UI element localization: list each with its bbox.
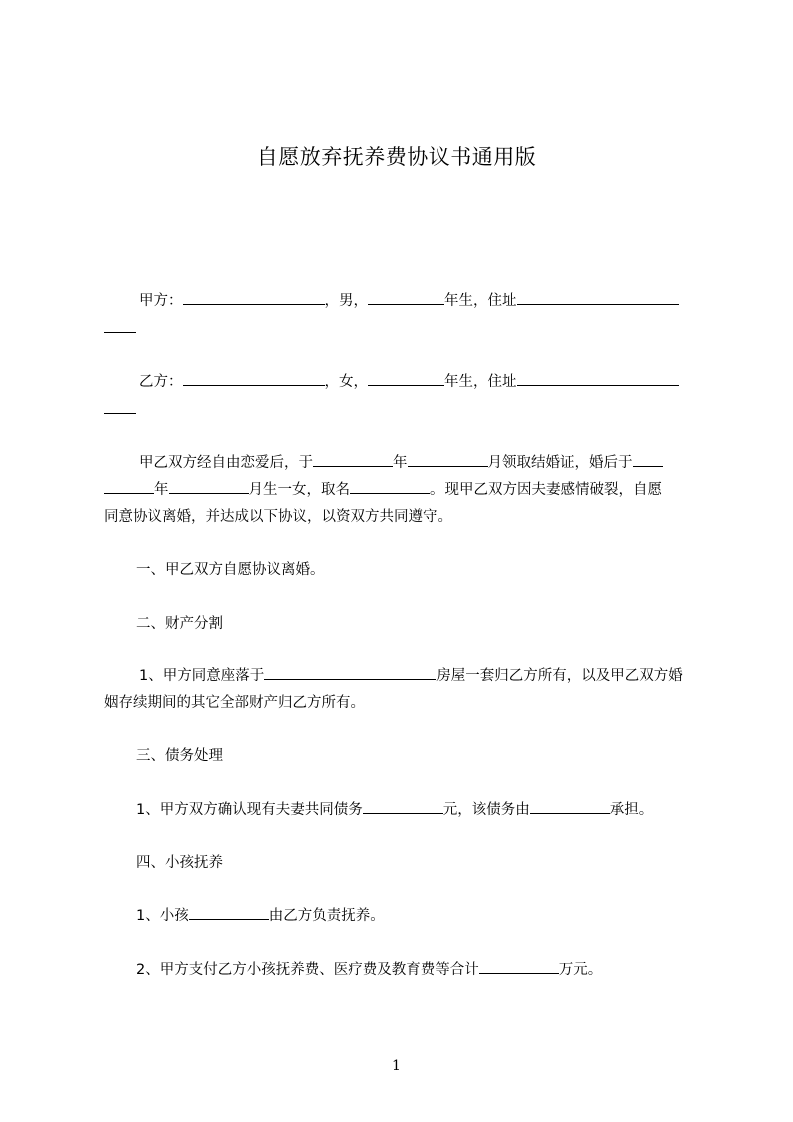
debt-bearer-blank[interactable] bbox=[530, 798, 610, 814]
debt-line bbox=[104, 797, 704, 823]
child-name-blank[interactable] bbox=[350, 478, 430, 494]
support-text-1: 2、甲方支付乙方小孩抚养费、医疗费及教育费等合计 bbox=[136, 962, 479, 978]
section-4-heading: 四、小孩抚养 bbox=[136, 855, 223, 871]
debt-text-2: 元，该债务由 bbox=[442, 802, 530, 818]
party-b-birth: 年生，住址 bbox=[444, 374, 517, 390]
marriage-text-5: 月生一女，取名 bbox=[248, 482, 350, 498]
marriage-text-1: 甲乙双方经自由恋爱后，于 bbox=[139, 455, 313, 471]
section-2-heading: 二、财产分割 bbox=[136, 616, 223, 632]
child-text-1: 1、小孩 bbox=[136, 908, 189, 924]
section-1-heading: 一、甲乙双方自愿协议离婚。 bbox=[136, 562, 325, 578]
party-a-birth: 年生，住址 bbox=[444, 293, 517, 309]
support-amount-blank[interactable] bbox=[479, 958, 559, 974]
support-text-2: 万元。 bbox=[558, 962, 603, 978]
property-text-3: 姻存续期间的其它全部财产归乙方所有。 bbox=[104, 695, 365, 711]
section-3-heading: 三、债务处理 bbox=[136, 748, 223, 764]
support-line bbox=[104, 957, 704, 983]
birth-month-blank[interactable] bbox=[169, 478, 249, 494]
debt-text-3: 承担。 bbox=[609, 802, 654, 818]
debt-text-1: 1、甲方双方确认现有夫妻共同债务 bbox=[136, 802, 363, 818]
marriage-text-3: 月领取结婚证，婚后于 bbox=[487, 455, 633, 471]
party-a-prefix: 甲方： bbox=[139, 293, 183, 309]
marriage-line-2 bbox=[104, 477, 704, 503]
party-b-birth-year-blank[interactable] bbox=[368, 370, 444, 386]
marriage-text-4: 年 bbox=[154, 482, 169, 498]
property-location-blank[interactable] bbox=[264, 664, 436, 680]
party-b-name-blank[interactable] bbox=[183, 370, 325, 386]
birth-year-blank-start[interactable] bbox=[633, 451, 663, 467]
child-line bbox=[104, 903, 704, 929]
property-line-1 bbox=[104, 663, 704, 689]
party-a-line-2 bbox=[104, 316, 704, 342]
marriage-line-3 bbox=[104, 504, 704, 530]
party-a-birth-year-blank[interactable] bbox=[368, 289, 444, 305]
marriage-text-7: 同意协议离婚，并达成以下协议，以资双方共同遵守。 bbox=[104, 509, 452, 525]
property-text-2: 房屋一套归乙方所有，以及甲乙双方婚 bbox=[436, 668, 683, 684]
property-line-2 bbox=[104, 690, 704, 716]
party-b-line bbox=[104, 369, 704, 395]
marriage-text-2: 年 bbox=[393, 455, 408, 471]
debt-amount-blank[interactable] bbox=[363, 798, 443, 814]
page-number: 1 bbox=[392, 1058, 401, 1074]
marriage-year-blank[interactable] bbox=[313, 451, 393, 467]
party-a-name-blank[interactable] bbox=[183, 289, 325, 305]
party-a-line bbox=[104, 288, 704, 314]
party-b-address-blank[interactable] bbox=[517, 370, 679, 386]
party-b-prefix: 乙方： bbox=[139, 374, 183, 390]
birth-year-blank-cont[interactable] bbox=[104, 478, 154, 494]
party-a-address-blank[interactable] bbox=[517, 289, 679, 305]
party-b-gender: ，女， bbox=[324, 374, 368, 390]
marriage-line-1 bbox=[104, 450, 704, 476]
party-a-gender: ，男， bbox=[324, 293, 368, 309]
party-a-address-blank-cont[interactable] bbox=[104, 317, 136, 333]
document-title: 自愿放弃抚养费协议书通用版 bbox=[256, 145, 537, 169]
marriage-text-6: 。现甲乙双方因夫妻感情破裂，自愿 bbox=[430, 482, 662, 498]
child-name-custody-blank[interactable] bbox=[189, 904, 269, 920]
marriage-month-blank[interactable] bbox=[408, 451, 488, 467]
party-b-line-2 bbox=[104, 397, 704, 423]
party-b-address-blank-cont[interactable] bbox=[104, 398, 136, 414]
child-text-2: 由乙方负责抚养。 bbox=[268, 908, 385, 924]
property-text-1: 1、甲方同意座落于 bbox=[139, 668, 265, 684]
